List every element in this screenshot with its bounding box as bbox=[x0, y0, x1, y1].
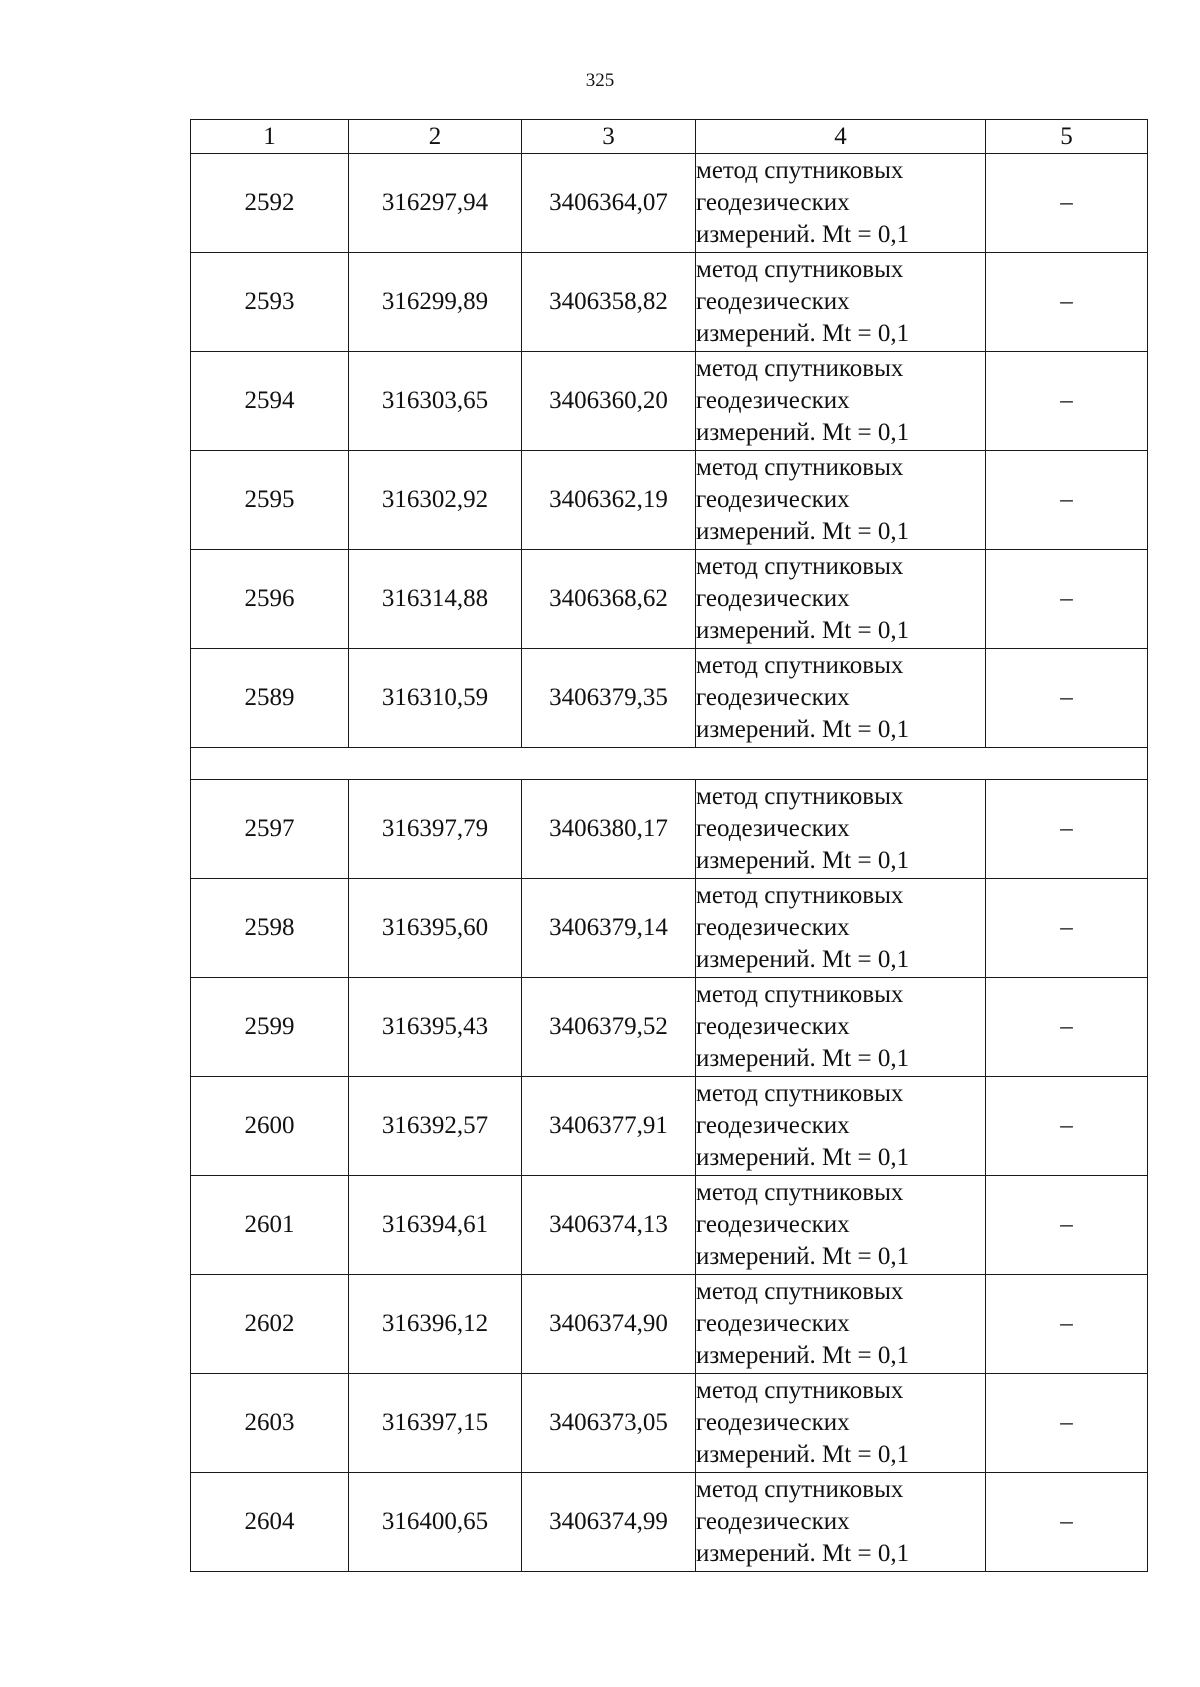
table-row bbox=[191, 879, 1148, 978]
column-5-cell: – bbox=[986, 649, 1148, 748]
method-line: измерений. Mt = 0,1 bbox=[696, 1441, 910, 1468]
point-number-cell: 2596 bbox=[191, 550, 349, 649]
point-number-cell: 2595 bbox=[191, 451, 349, 550]
column-5-cell: – bbox=[986, 879, 1148, 978]
column-5-cell: – bbox=[986, 451, 1148, 550]
y-coordinate-cell: 3406374,99 bbox=[522, 1473, 696, 1572]
y-coordinate-cell: 3406379,52 bbox=[522, 978, 696, 1077]
method-cell bbox=[696, 352, 986, 451]
table-row bbox=[191, 253, 1148, 352]
table-row bbox=[191, 780, 1148, 879]
method-line: метод спутниковых bbox=[696, 1278, 904, 1305]
method-cell bbox=[696, 1374, 986, 1473]
header-cell-1: 1 bbox=[191, 120, 349, 154]
method-cell bbox=[696, 1473, 986, 1572]
y-coordinate-cell: 3406373,05 bbox=[522, 1374, 696, 1473]
x-coordinate-cell: 316400,65 bbox=[349, 1473, 522, 1572]
table-row bbox=[191, 1077, 1148, 1176]
point-number-cell: 2603 bbox=[191, 1374, 349, 1473]
method-line: измерений. Mt = 0,1 bbox=[696, 847, 910, 874]
point-number-cell: 2599 bbox=[191, 978, 349, 1077]
header-cell-3: 3 bbox=[522, 120, 696, 154]
method-line: геодезических bbox=[696, 189, 850, 216]
method-cell bbox=[696, 154, 986, 253]
method-line: геодезических bbox=[696, 1409, 850, 1436]
method-line: геодезических bbox=[696, 815, 850, 842]
x-coordinate-cell: 316310,59 bbox=[349, 649, 522, 748]
column-5-cell: – bbox=[986, 253, 1148, 352]
column-5-cell: – bbox=[986, 1275, 1148, 1374]
method-cell bbox=[696, 451, 986, 550]
method-line: измерений. Mt = 0,1 bbox=[696, 617, 910, 644]
method-line: метод спутниковых bbox=[696, 553, 904, 580]
method-line: измерений. Mt = 0,1 bbox=[696, 1540, 910, 1567]
table-row bbox=[191, 978, 1148, 1077]
method-line: измерений. Mt = 0,1 bbox=[696, 946, 910, 973]
x-coordinate-cell: 316396,12 bbox=[349, 1275, 522, 1374]
table-body-group-a bbox=[191, 154, 1148, 748]
x-coordinate-cell: 316395,43 bbox=[349, 978, 522, 1077]
column-5-cell: – bbox=[986, 1473, 1148, 1572]
table-row bbox=[191, 550, 1148, 649]
column-5-cell: – bbox=[986, 154, 1148, 253]
page-number: 325 bbox=[585, 70, 615, 91]
x-coordinate-cell: 316397,79 bbox=[349, 780, 522, 879]
table-row bbox=[191, 1473, 1148, 1572]
header-cell-5: 5 bbox=[986, 120, 1148, 154]
method-line: геодезических bbox=[696, 585, 850, 612]
method-line: геодезических bbox=[696, 387, 850, 414]
point-number-cell: 2600 bbox=[191, 1077, 349, 1176]
method-line: метод спутниковых bbox=[696, 1080, 904, 1107]
x-coordinate-cell: 316397,15 bbox=[349, 1374, 522, 1473]
method-line: метод спутниковых bbox=[696, 256, 904, 283]
method-line: измерений. Mt = 0,1 bbox=[696, 518, 910, 545]
method-line: геодезических bbox=[696, 1112, 850, 1139]
method-cell bbox=[696, 978, 986, 1077]
x-coordinate-cell: 316299,89 bbox=[349, 253, 522, 352]
method-line: измерений. Mt = 0,1 bbox=[696, 716, 910, 743]
y-coordinate-cell: 3406360,20 bbox=[522, 352, 696, 451]
column-5-cell: – bbox=[986, 978, 1148, 1077]
method-cell bbox=[696, 879, 986, 978]
y-coordinate-cell: 3406380,17 bbox=[522, 780, 696, 879]
point-number-cell: 2598 bbox=[191, 879, 349, 978]
point-number-cell: 2604 bbox=[191, 1473, 349, 1572]
method-line: геодезических bbox=[696, 486, 850, 513]
header-row bbox=[191, 120, 1148, 154]
point-number-cell: 2592 bbox=[191, 154, 349, 253]
table-separator bbox=[191, 748, 1148, 780]
x-coordinate-cell: 316302,92 bbox=[349, 451, 522, 550]
method-line: метод спутниковых bbox=[696, 157, 904, 184]
method-line: измерений. Mt = 0,1 bbox=[696, 320, 910, 347]
table-row bbox=[191, 154, 1148, 253]
table-row bbox=[191, 1275, 1148, 1374]
method-cell bbox=[696, 649, 986, 748]
x-coordinate-cell: 316392,57 bbox=[349, 1077, 522, 1176]
method-line: метод спутниковых bbox=[696, 652, 904, 679]
method-cell bbox=[696, 550, 986, 649]
method-line: метод спутниковых bbox=[696, 783, 904, 810]
method-line: метод спутниковых bbox=[696, 454, 904, 481]
y-coordinate-cell: 3406362,19 bbox=[522, 451, 696, 550]
header-cell-2: 2 bbox=[349, 120, 522, 154]
table-row bbox=[191, 451, 1148, 550]
method-line: измерений. Mt = 0,1 bbox=[696, 1144, 910, 1171]
x-coordinate-cell: 316297,94 bbox=[349, 154, 522, 253]
table-row bbox=[191, 1176, 1148, 1275]
column-5-cell: – bbox=[986, 550, 1148, 649]
method-cell bbox=[696, 1077, 986, 1176]
table-row bbox=[191, 649, 1148, 748]
point-number-cell: 2601 bbox=[191, 1176, 349, 1275]
y-coordinate-cell: 3406374,13 bbox=[522, 1176, 696, 1275]
table-row bbox=[191, 352, 1148, 451]
y-coordinate-cell: 3406379,35 bbox=[522, 649, 696, 748]
x-coordinate-cell: 316303,65 bbox=[349, 352, 522, 451]
y-coordinate-cell: 3406364,07 bbox=[522, 154, 696, 253]
point-number-cell: 2593 bbox=[191, 253, 349, 352]
method-line: измерений. Mt = 0,1 bbox=[696, 1045, 910, 1072]
separator-cell bbox=[191, 748, 1148, 780]
y-coordinate-cell: 3406368,62 bbox=[522, 550, 696, 649]
column-5-cell: – bbox=[986, 1077, 1148, 1176]
y-coordinate-cell: 3406374,90 bbox=[522, 1275, 696, 1374]
method-line: геодезических bbox=[696, 1211, 850, 1238]
y-coordinate-cell: 3406377,91 bbox=[522, 1077, 696, 1176]
x-coordinate-cell: 316314,88 bbox=[349, 550, 522, 649]
coordinates-table bbox=[190, 119, 1148, 1572]
method-line: метод спутниковых bbox=[696, 882, 904, 909]
method-line: геодезических bbox=[696, 914, 850, 941]
method-cell bbox=[696, 253, 986, 352]
column-5-cell: – bbox=[986, 352, 1148, 451]
method-cell bbox=[696, 780, 986, 879]
column-5-cell: – bbox=[986, 1374, 1148, 1473]
column-5-cell: – bbox=[986, 780, 1148, 879]
method-line: метод спутниковых bbox=[696, 355, 904, 382]
method-line: метод спутниковых bbox=[696, 981, 904, 1008]
x-coordinate-cell: 316394,61 bbox=[349, 1176, 522, 1275]
method-line: измерений. Mt = 0,1 bbox=[696, 1243, 910, 1270]
method-cell bbox=[696, 1176, 986, 1275]
method-line: геодезических bbox=[696, 1310, 850, 1337]
table-body-group-b bbox=[191, 780, 1148, 1572]
method-line: геодезических bbox=[696, 1508, 850, 1535]
method-line: геодезических bbox=[696, 684, 850, 711]
x-coordinate-cell: 316395,60 bbox=[349, 879, 522, 978]
method-cell bbox=[696, 1275, 986, 1374]
table-row bbox=[191, 1374, 1148, 1473]
method-line: метод спутниковых bbox=[696, 1179, 904, 1206]
separator-row bbox=[191, 748, 1148, 780]
method-line: измерений. Mt = 0,1 bbox=[696, 419, 910, 446]
method-line: метод спутниковых bbox=[696, 1377, 904, 1404]
column-5-cell: – bbox=[986, 1176, 1148, 1275]
method-line: измерений. Mt = 0,1 bbox=[696, 1342, 910, 1369]
y-coordinate-cell: 3406358,82 bbox=[522, 253, 696, 352]
point-number-cell: 2594 bbox=[191, 352, 349, 451]
method-line: геодезических bbox=[696, 288, 850, 315]
point-number-cell: 2589 bbox=[191, 649, 349, 748]
method-line: метод спутниковых bbox=[696, 1476, 904, 1503]
point-number-cell: 2602 bbox=[191, 1275, 349, 1374]
header-cell-4: 4 bbox=[696, 120, 986, 154]
method-line: геодезических bbox=[696, 1013, 850, 1040]
y-coordinate-cell: 3406379,14 bbox=[522, 879, 696, 978]
point-number-cell: 2597 bbox=[191, 780, 349, 879]
method-line: измерений. Mt = 0,1 bbox=[696, 221, 910, 248]
